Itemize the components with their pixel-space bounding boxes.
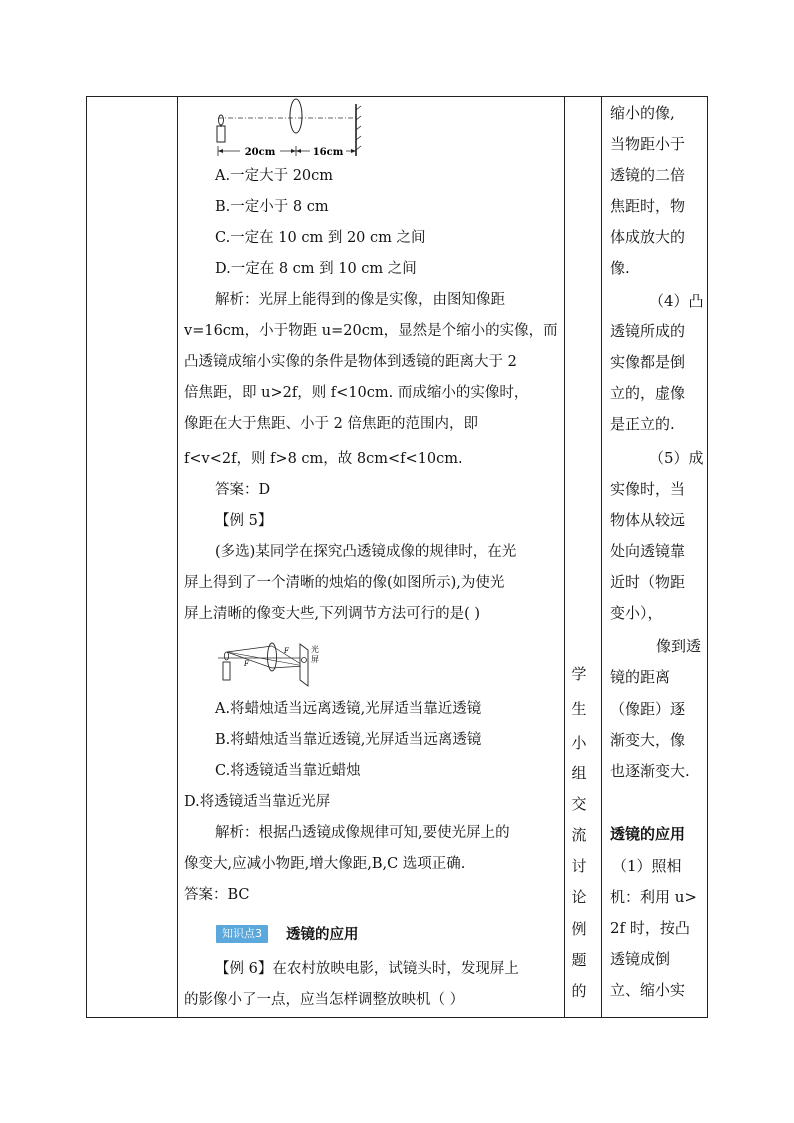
right-line: 体成放大的	[610, 228, 686, 246]
q5-stem-line: 屏上得到了一个清晰的烛焰的像(如图所示),为使光	[184, 575, 505, 591]
right-line: 变小），	[610, 604, 663, 622]
right-line-heading: 透镜的应用	[610, 825, 686, 843]
right-line: 立、缩小实	[610, 981, 686, 999]
q5-stem-line: (多选)某同学在探究凸透镜成像的规律时，在光	[215, 544, 517, 560]
right-line: 透镜的二倍	[610, 166, 686, 184]
q4-analysis-line: v=16cm，小于物距 u=20cm，显然是个缩小的实像，而	[184, 323, 558, 339]
activity-char: 讨	[571, 857, 587, 875]
q5-title: 【例 5】	[215, 513, 273, 529]
knowledge-point-badge: 知识点3	[216, 925, 268, 943]
distance-label-right: 16cm	[312, 147, 344, 158]
right-line: 是正立的.	[610, 415, 675, 433]
activity-char: 题	[571, 951, 587, 969]
focus-label-right: F	[284, 647, 289, 655]
q5-option-c: C.将透镜适当靠近蜡烛	[215, 763, 361, 779]
q4-analysis-line: 像距在大于焦距、小于 2 倍焦距的范围内，即	[184, 416, 478, 432]
column-divider-1	[177, 97, 178, 1017]
q5-option-d: D.将透镜适当靠近光屏	[184, 794, 331, 810]
right-line: （1）照相	[612, 857, 682, 875]
activity-char: 交	[571, 795, 587, 813]
right-line: 像到透	[656, 637, 702, 655]
q4-analysis-line: 解析：光屏上能得到的像是实像，由图知像距	[215, 292, 505, 308]
q4-option-a: A.一定大于 20cm	[215, 168, 334, 184]
activity-char: 例	[571, 920, 587, 938]
focus-label-left: F	[244, 660, 249, 668]
activity-char: 论	[571, 888, 587, 906]
right-line: （像距）逐	[610, 700, 686, 718]
q6-line: 的影像小了一点，应当怎样调整放映机（ ）	[184, 992, 465, 1008]
q4-answer: 答案：D	[215, 482, 271, 498]
q5-option-a: A.将蜡烛适当远离透镜,光屏适当靠近透镜	[215, 701, 482, 717]
knowledge-point-title: 透镜的应用	[286, 926, 359, 943]
right-line: 立的，虚像	[610, 384, 686, 402]
activity-char: 生	[571, 700, 587, 718]
screen-label: 光	[311, 645, 319, 654]
q6-line: 【例 6】在农村放映电影，试镜头时，发现屏上	[215, 961, 519, 977]
q5-answer: 答案：BC	[184, 887, 250, 903]
right-line: 当物距小于	[610, 135, 686, 153]
right-line: 2f 时，按凸	[610, 919, 690, 937]
q5-analysis-line: 解析：根据凸透镜成像规律可知,要使光屏上的	[215, 825, 510, 841]
q4-option-d: D.一定在 8 cm 到 10 cm 之间	[215, 261, 417, 277]
q4-option-c: C.一定在 10 cm 到 20 cm 之间	[215, 230, 426, 246]
q4-analysis-line: f<v<2f，则 f>8 cm，故 8cm<f<10cm.	[184, 451, 463, 467]
right-line: （4）凸	[649, 292, 704, 310]
right-line: （5）成	[649, 449, 704, 467]
distance-label-left: 20cm	[244, 147, 276, 158]
q5-option-b: B.将蜡烛适当靠近透镜,光屏适当远离透镜	[215, 732, 482, 748]
activity-char: 学	[571, 665, 587, 683]
column-divider-3	[601, 97, 602, 1017]
right-line: 实像都是倒	[610, 353, 686, 371]
right-line: 机：利用 u>	[610, 888, 697, 906]
activity-char: 组	[571, 764, 587, 782]
q5-stem-line: 屏上清晰的像变大些,下列调节方法可行的是( )	[184, 606, 481, 622]
column-divider-2	[564, 97, 565, 1017]
activity-char: 的	[571, 982, 587, 1000]
q4-analysis-line: 凸透镜成缩小实像的条件是物体到透镜的距离大于 2	[184, 354, 517, 370]
right-line: 实像时，当	[610, 480, 686, 498]
right-line: 也逐渐变大.	[610, 762, 690, 780]
right-line: 像.	[610, 259, 630, 277]
screen-label: 屏	[311, 655, 319, 664]
right-line: 处向透镜靠	[610, 542, 686, 560]
figure-lens-distance-diagram	[210, 98, 370, 160]
activity-char: 流	[571, 826, 587, 844]
right-line: 焦距时，物	[610, 197, 686, 215]
right-line: 近时（物距	[610, 573, 686, 591]
right-line: 透镜成倒	[610, 950, 671, 968]
right-line: 缩小的像,	[610, 104, 675, 122]
q5-analysis-line: 像变大,应减小物距,增大像距,B,C 选项正确.	[184, 856, 466, 872]
q4-option-b: B.一定小于 8 cm	[215, 199, 329, 215]
right-line: 镜的距离	[610, 668, 671, 686]
activity-char: 小	[571, 734, 587, 752]
q4-analysis-line: 倍焦距，即 u>2f，则 f<10cm. 而成缩小的实像时，	[184, 385, 529, 401]
figure-convex-lens-rays	[216, 636, 336, 692]
right-line: 物体从较远	[610, 511, 686, 529]
right-line: 透镜所成的	[610, 322, 686, 340]
right-line: 渐变大，像	[610, 731, 686, 749]
